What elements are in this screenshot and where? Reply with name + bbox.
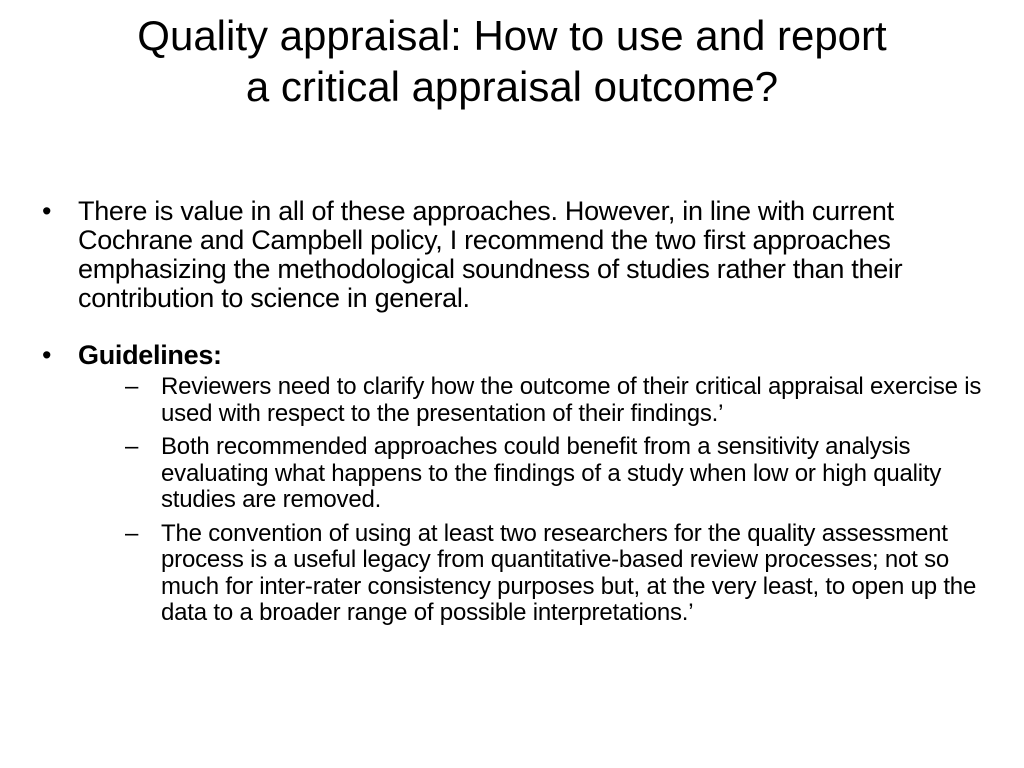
- guidelines-heading: Guidelines:: [78, 340, 222, 370]
- guideline-item: [124, 374, 990, 427]
- bullet-icon: •: [42, 196, 52, 226]
- slide-title-line-1: Quality appraisal: How to use and report: [137, 12, 887, 59]
- bullet-item-guidelines: [40, 341, 990, 627]
- guidelines-list: [78, 374, 990, 627]
- bullet-text: There is value in all of these approaches. However, in line with current Cochrane and Campbell policy, I recommend the two first approaches emphasizing the methodological soundness of studies rather than their contribution to science in general.: [78, 196, 903, 313]
- dash-icon: –: [125, 373, 139, 400]
- guideline-item: [124, 521, 990, 627]
- slide-body: [40, 197, 990, 634]
- guideline-item: [124, 434, 990, 514]
- slide-title: [60, 10, 964, 112]
- bullet-icon: •: [42, 340, 52, 370]
- guideline-text: The convention of using at least two researchers for the quality assessment process is a useful legacy from quantitative-based review processes; not so much for inter-rater consistency purposes but, at the very least, to open up the data to a broader range of possible interpretations.’: [161, 519, 977, 626]
- guideline-text: Both recommended approaches could benefit from a sensitivity analysis evaluating what happens to the findings of a study when low or high quality studies are removed.: [161, 433, 942, 513]
- dash-icon: –: [125, 519, 139, 547]
- slide-title-line-2: a critical appraisal outcome?: [245, 63, 779, 110]
- bullet-item: [40, 197, 990, 313]
- dash-icon: –: [125, 433, 139, 460]
- guideline-text: Reviewers need to clarify how the outcome of their critical appraisal exercise is used with respect to the presentation of their findings.’: [161, 373, 982, 427]
